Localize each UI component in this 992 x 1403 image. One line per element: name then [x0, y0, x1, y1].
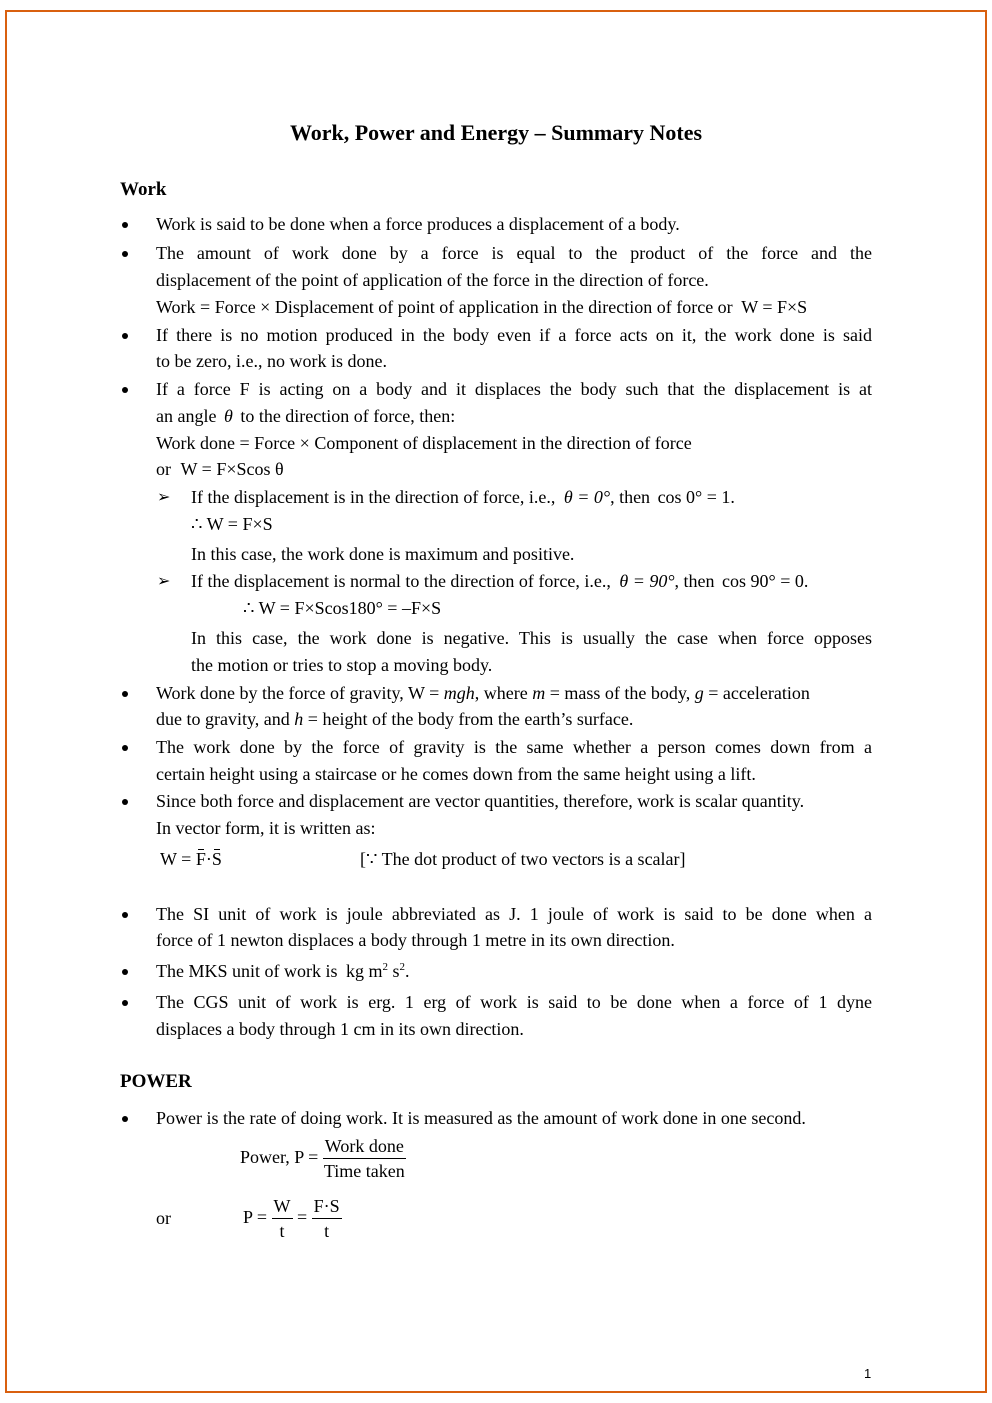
gravity-text: Work done by the force of gravity, W =: [156, 683, 444, 703]
work-cos-formula-line: [156, 459, 284, 479]
therefore-formula: ∴ W = F×S: [191, 514, 273, 534]
numerator: W: [272, 1194, 293, 1219]
numerator: F·S: [312, 1194, 342, 1219]
power-formula: [240, 1133, 406, 1183]
angle-line: [156, 406, 455, 426]
sub-item: [191, 571, 808, 591]
bullet-icon: [120, 214, 130, 234]
h-symbol: h: [294, 709, 304, 729]
cos-formula: W = F×Scos θ: [180, 459, 284, 479]
section-heading-power: POWER: [120, 1071, 192, 1092]
gravity-text: = height of the body from the earth’s surface.: [303, 709, 634, 729]
cos-value: cos 90° = 0.: [722, 571, 809, 591]
bullet-icon: [120, 904, 130, 924]
vector-formula: [160, 849, 222, 869]
sub-item-text: If the displacement is normal to the direction of force, i.e.,: [191, 571, 611, 591]
bullet-icon: [120, 992, 130, 1012]
list-item-continuation: In vector form, it is written as:: [156, 818, 376, 838]
angle-text-end: to the direction of force, then:: [240, 406, 456, 426]
bullet-icon: [120, 243, 130, 263]
list-item-continuation: to be zero, i.e., no work is done.: [156, 351, 387, 371]
work-component-line: Work done = Force × Component of displacement in the direction of force: [156, 433, 692, 453]
bullet-icon: [120, 379, 130, 399]
theta-condition: θ = 0°: [563, 487, 611, 507]
mgh-symbol: mgh: [443, 683, 475, 703]
list-item-continuation: displacement of the point of application of the force in the direction of force.: [156, 270, 709, 290]
period: .: [405, 961, 410, 981]
gravity-text: = mass of the body,: [545, 683, 695, 703]
mks-unit: kg m: [346, 961, 383, 981]
list-item: If a force F is acting on a body and it displaces the body such that the displacement is at: [156, 379, 872, 399]
gravity-text: due to gravity, and: [156, 709, 295, 729]
list-item: [156, 961, 410, 981]
exponent: 2: [382, 961, 389, 973]
or-text: or: [156, 459, 171, 479]
list-item: The SI unit of work is joule abbreviated as J. 1 joule of work is said to be done when a: [156, 904, 872, 924]
bullet-icon: [120, 325, 130, 345]
cos-value: cos 0° = 1.: [657, 487, 735, 507]
bullet-icon: [120, 737, 130, 757]
list-item-continuation: [156, 709, 633, 729]
arrow-bullet-icon: ➢: [157, 573, 171, 590]
numerator: Work done: [323, 1134, 406, 1159]
g-symbol: g: [694, 683, 704, 703]
section-heading-work: Work: [120, 179, 167, 200]
list-item: The work done by the force of gravity is the same whether a person comes down from a: [156, 737, 872, 757]
vector-formula-note: [∵ The dot product of two vectors is a scalar]: [360, 849, 686, 869]
work-definition-text: Work = Force × Displacement of point of application in the direction of force or: [156, 297, 733, 317]
list-item: If there is no motion produced in the body even if a force acts on it, the work done is said: [156, 325, 872, 345]
or-text: or: [156, 1208, 171, 1228]
bullet-icon: [120, 683, 130, 703]
power-formula-lhs: Power, P =: [240, 1147, 323, 1167]
denominator: Time taken: [323, 1161, 405, 1182]
angle-text: an angle: [156, 406, 217, 426]
dot-operator: ·: [205, 849, 212, 869]
sub-item-note-continuation: the motion or tries to stop a moving body.: [191, 655, 493, 675]
m-symbol: m: [532, 683, 546, 703]
bullet-icon: [120, 961, 130, 981]
page-title: Work, Power and Energy – Summary Notes: [289, 120, 703, 145]
bullet-icon: [120, 791, 130, 811]
sub-item-note: In this case, the work done is maximum and positive.: [191, 544, 575, 564]
fraction: [272, 1194, 293, 1243]
vector-f: F: [195, 849, 206, 869]
denominator: t: [324, 1221, 330, 1242]
list-item: The CGS unit of work is erg. 1 erg of work is said to be done when a force of 1 dyne: [156, 992, 872, 1012]
fraction: [323, 1134, 406, 1183]
power-formula-lhs: P =: [243, 1207, 272, 1227]
vector-formula-lhs: W =: [160, 849, 196, 869]
list-item-continuation: certain height using a staircase or he comes down from the same height using a lift.: [156, 764, 756, 784]
denominator: t: [279, 1221, 285, 1242]
exponent: 2: [399, 961, 406, 973]
list-item: Power is the rate of doing work. It is measured as the amount of work done in one second.: [156, 1108, 806, 1128]
theta-condition: θ = 90°: [619, 571, 675, 591]
then-text: , then: [674, 571, 715, 591]
list-item: Work is said to be done when a force produces a displacement of a body.: [156, 214, 680, 234]
bullet-icon: [120, 1108, 130, 1128]
list-item: Since both force and displacement are vector quantities, therefore, work is scalar quantity.: [156, 791, 805, 811]
gravity-text: , where: [474, 683, 533, 703]
mks-unit: s: [388, 961, 400, 981]
mks-text: The MKS unit of work is: [156, 961, 338, 981]
list-item-continuation: displaces a body through 1 cm in its own direction.: [156, 1019, 524, 1039]
theta-symbol: θ: [223, 406, 233, 426]
power-formula-alt: [243, 1193, 342, 1243]
equals: =: [292, 1207, 312, 1227]
work-definition-line: [156, 297, 807, 317]
work-formula: W = F×S: [741, 297, 808, 317]
sub-item-text: If the displacement is in the direction of force, i.e.,: [191, 487, 556, 507]
then-text: , then: [610, 487, 651, 507]
vector-s: S: [211, 849, 222, 869]
sub-item-note: In this case, the work done is negative. This is usually the case when force opposes: [191, 628, 872, 648]
therefore-formula: ∴ W = F×Scos180° = –F×S: [243, 598, 442, 618]
page-number: 1: [864, 1366, 872, 1381]
arrow-bullet-icon: ➢: [157, 489, 171, 506]
gravity-text: = acceleration: [703, 683, 810, 703]
list-item: [156, 683, 810, 703]
fraction: [312, 1194, 342, 1243]
list-item-continuation: force of 1 newton displaces a body through 1 metre in its own direction.: [156, 930, 675, 950]
list-item: The amount of work done by a force is equal to the product of the force and the: [156, 243, 872, 263]
sub-item: [191, 487, 735, 507]
